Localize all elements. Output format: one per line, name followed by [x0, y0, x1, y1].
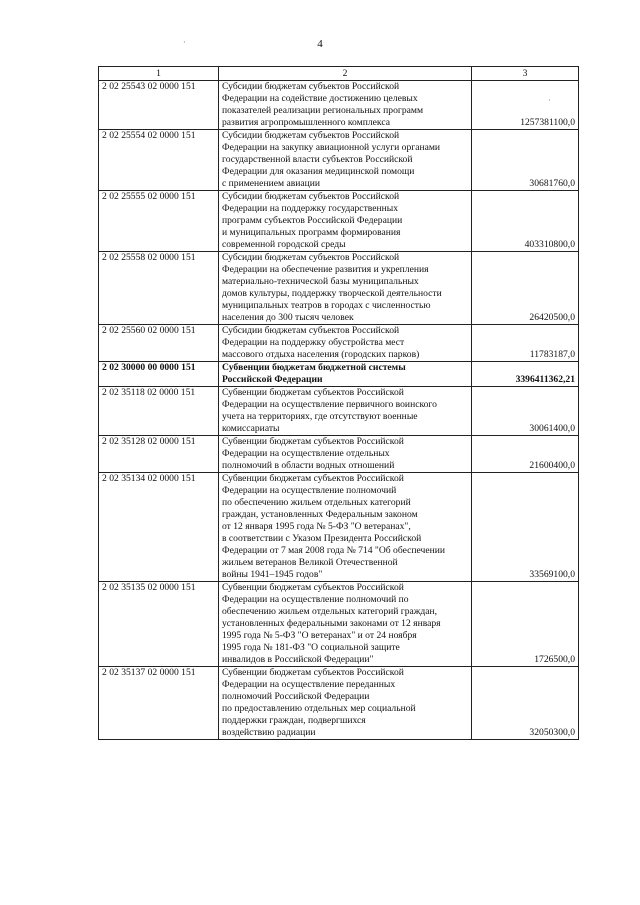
amount-cell: 30061400,0: [472, 387, 579, 436]
revenue-name-line: от 12 января 1995 года № 5-ФЗ "О ветеранах",: [222, 521, 411, 532]
revenue-name-line: граждан, установленных Федеральным законом: [222, 509, 418, 520]
revenue-name-line: Федерации от 7 мая 2008 года № 714 "Об обеспечении: [222, 545, 445, 556]
budget-code-cell: 2 02 35118 02 0000 151: [99, 387, 219, 436]
table-row: [99, 130, 579, 191]
revenue-name-line: массового отдыха населения (городских парков): [222, 349, 420, 360]
scan-speck: ·: [548, 96, 551, 105]
revenue-name-line: Федерации на содействие достижению целевых: [222, 93, 418, 104]
revenue-name-cell: [219, 387, 472, 436]
revenue-name-cell: [219, 667, 472, 740]
revenue-name-line: воздействию радиации: [222, 727, 316, 738]
revenue-name-line: Субвенции бюджетам субъектов Российской: [222, 436, 404, 447]
revenue-name-line: Федерации на обеспечение развития и укрепления: [222, 264, 429, 275]
revenue-name-cell: [219, 582, 472, 667]
budget-code-cell: 2 02 35135 02 0000 151: [99, 582, 219, 667]
budget-code-cell: 2 02 25543 02 0000 151: [99, 81, 219, 130]
revenue-name-line: инвалидов в Российской Федерации": [222, 654, 374, 665]
revenue-name-line: Субвенции бюджетам субъектов Российской: [222, 667, 404, 678]
amount-cell: 403310800,0: [472, 191, 579, 252]
revenue-name-line: полномочий в области водных отношений: [222, 460, 395, 471]
revenue-name-line: Субвенции бюджетам бюджетной системы: [222, 362, 406, 373]
revenue-name-cell: [219, 325, 472, 362]
revenue-name-line: Субвенции бюджетам субъектов Российской: [222, 387, 404, 398]
amount-cell: 26420500,0: [472, 252, 579, 325]
column-header-code: 1: [99, 67, 219, 81]
revenue-name-cell: [219, 130, 472, 191]
revenue-name-line: учета на территориях, где отсутствуют военные: [222, 411, 418, 422]
revenue-name-line: Субсидии бюджетам субъектов Российской: [222, 81, 400, 92]
revenue-name-line: государственной власти субъектов Российской: [222, 154, 413, 165]
revenue-name-line: жильем ветеранов Великой Отечественной: [222, 557, 398, 568]
revenue-name-line: и муниципальных программ формирования: [222, 227, 401, 238]
revenue-name-line: 1995 года № 181-ФЗ "О социальной защите: [222, 642, 400, 653]
budget-code-cell: 2 02 30000 00 0000 151: [99, 362, 219, 387]
revenue-name-line: Федерации на осуществление полномочий по: [222, 594, 409, 605]
revenue-name-line: развития агропромышленного комплекса: [222, 117, 390, 128]
revenue-name-cell: [219, 473, 472, 582]
revenue-name-line: Российской Федерации: [222, 374, 323, 385]
revenue-name-line: муниципальных театров в городах с численностью: [222, 300, 431, 311]
page-number: 4: [317, 38, 323, 50]
amount-cell: 1257381100,0: [472, 81, 579, 130]
table-row: [99, 582, 579, 667]
amount-cell: 11783187,0: [472, 325, 579, 362]
table-row: [99, 473, 579, 582]
revenue-name-line: Субвенции бюджетам субъектов Российской: [222, 582, 404, 593]
table-row: [99, 362, 579, 387]
revenue-name-line: обеспечению жильем отдельных категорий граждан,: [222, 606, 438, 617]
revenue-name-line: показателей реализации региональных программ: [222, 105, 424, 116]
table-row: [99, 81, 579, 130]
revenue-name-line: с применением авиации: [222, 178, 321, 189]
amount-cell: 3396411362,21: [472, 362, 579, 387]
revenue-name-line: комиссариаты: [222, 423, 280, 434]
revenue-name-line: полномочий Российской Федерации: [222, 691, 370, 702]
budget-code-cell: 2 02 25558 02 0000 151: [99, 252, 219, 325]
revenue-name-line: современной городской среды: [222, 239, 346, 250]
revenue-name-line: домов культуры, поддержку творческой деятельности: [222, 288, 442, 299]
revenue-name-line: Федерации на осуществление первичного воинского: [222, 399, 437, 410]
amount-cell: 30681760,0: [472, 130, 579, 191]
table-row: [99, 191, 579, 252]
budget-code-cell: 2 02 35128 02 0000 151: [99, 436, 219, 473]
amount-cell: 21600400,0: [472, 436, 579, 473]
revenue-name-line: войны 1941–1945 годов": [222, 569, 323, 580]
amount-cell: 32050300,0: [472, 667, 579, 740]
amount-cell: 1726500,0: [472, 582, 579, 667]
budget-code-cell: 2 02 35137 02 0000 151: [99, 667, 219, 740]
table-header-row: [99, 67, 579, 81]
table-row: [99, 252, 579, 325]
scan-speck: ·: [183, 38, 186, 47]
revenue-name-line: Федерации на закупку авиационной услуги органами: [222, 142, 441, 153]
revenue-name-line: 1995 года № 5-ФЗ "О ветеранах" и от 24 ноября: [222, 630, 417, 641]
revenue-name-cell: [219, 252, 472, 325]
revenue-name-line: Субсидии бюджетам субъектов Российской: [222, 252, 400, 263]
revenue-name-line: по обеспечению жильем отдельных категорий: [222, 497, 411, 508]
revenue-name-line: поддержки граждан, подвергшихся: [222, 715, 366, 726]
table-row: [99, 667, 579, 740]
revenue-name-line: Субсидии бюджетам субъектов Российской: [222, 191, 400, 202]
revenue-name-cell: [219, 362, 472, 387]
table-row: [99, 387, 579, 436]
revenue-name-line: Федерации для оказания медицинской помощи: [222, 166, 415, 177]
revenue-name-line: Федерации на осуществление отдельных: [222, 448, 390, 459]
revenue-name-line: Субсидии бюджетам субъектов Российской: [222, 130, 400, 141]
budget-code-cell: 2 02 35134 02 0000 151: [99, 473, 219, 582]
revenue-name-cell: [219, 436, 472, 473]
revenue-name-line: материально-технической базы муниципальных: [222, 276, 419, 287]
revenue-name-line: Федерации на осуществление полномочий: [222, 485, 397, 496]
table-row: [99, 325, 579, 362]
revenue-name-line: Субвенции бюджетам субъектов Российской: [222, 473, 404, 484]
revenue-name-line: Федерации на поддержку обустройства мест: [222, 337, 405, 348]
revenue-name-line: Федерации на осуществление переданных: [222, 679, 396, 690]
budget-code-cell: 2 02 25554 02 0000 151: [99, 130, 219, 191]
column-header-name: 2: [219, 67, 472, 81]
amount-cell: 33569100,0: [472, 473, 579, 582]
revenue-name-line: программ субъектов Российской Федерации: [222, 215, 403, 226]
table-row: [99, 436, 579, 473]
revenue-name-cell: [219, 81, 472, 130]
revenue-name-line: Федерации на поддержку государственных: [222, 203, 399, 214]
revenue-name-line: Субсидии бюджетам субъектов Российской: [222, 325, 400, 336]
revenue-name-line: в соответствии с Указом Президента Российской: [222, 533, 422, 544]
revenue-name-line: по предоставлению отдельных мер социальной: [222, 703, 416, 714]
budget-revenue-table: [98, 66, 579, 740]
revenue-name-line: населения до 300 тысяч человек: [222, 312, 354, 323]
revenue-name-line: установленных федеральными законами от 12 января: [222, 618, 441, 629]
column-header-amount: 3: [472, 67, 579, 81]
revenue-name-cell: [219, 191, 472, 252]
budget-code-cell: 2 02 25555 02 0000 151: [99, 191, 219, 252]
budget-code-cell: 2 02 25560 02 0000 151: [99, 325, 219, 362]
